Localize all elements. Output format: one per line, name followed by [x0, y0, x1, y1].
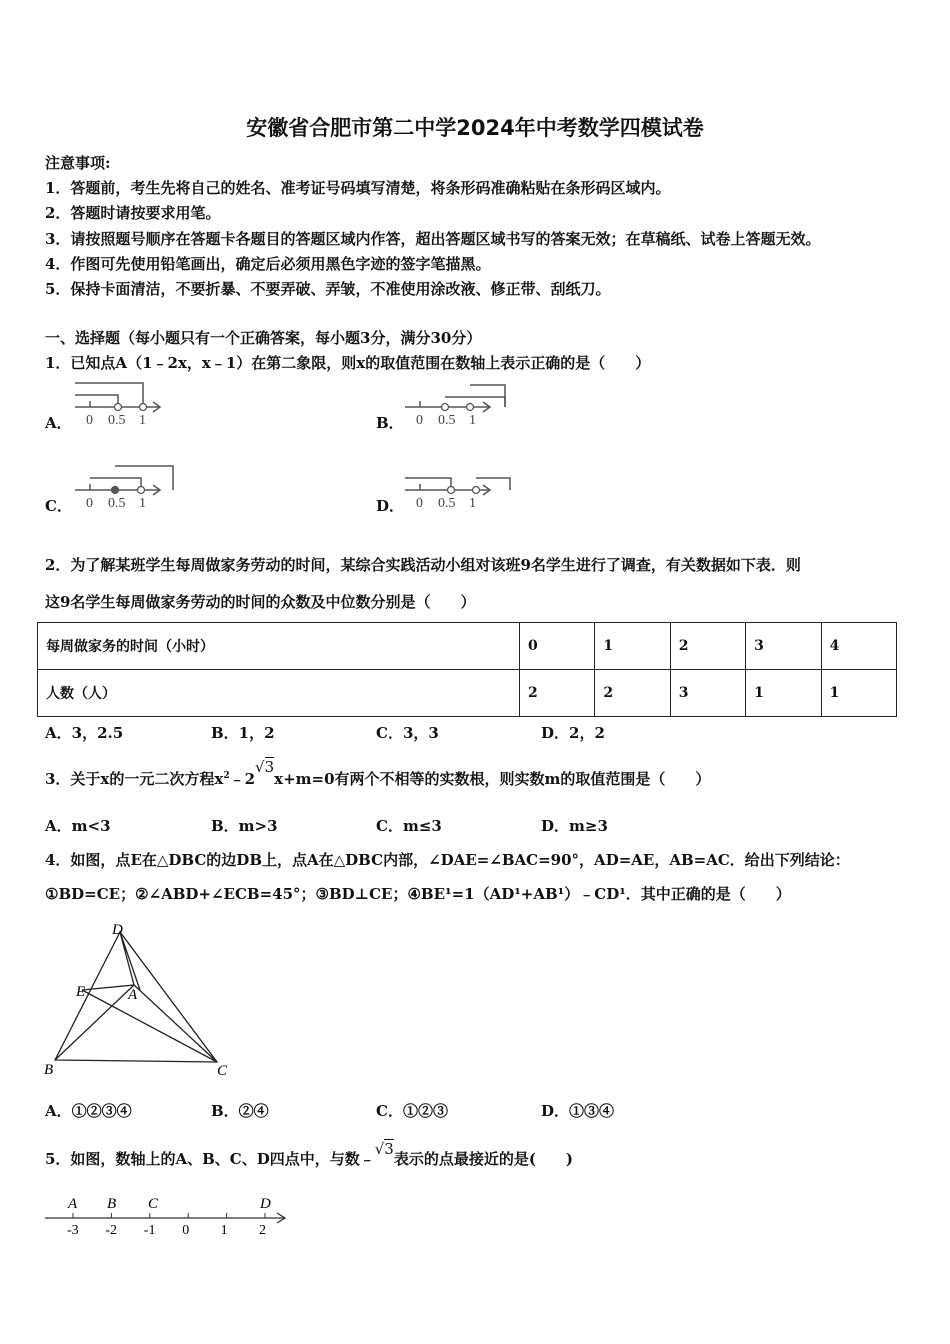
table-cell: 3	[670, 670, 745, 717]
tick-label: 0	[182, 1223, 190, 1238]
tick-label: 1	[469, 496, 476, 511]
q3-text: 3．关于x的一元二次方程x	[45, 770, 224, 788]
question-4-line2: ①BD=CE；②∠ABD+∠ECB=45°；③BD⊥CE；④BE¹=1（AD¹+AB¹）﹣CD¹．其中正确的是（ ）	[45, 885, 791, 903]
table-cell: 1	[595, 623, 670, 670]
q4-option-b[interactable]: B．②④	[211, 1102, 269, 1120]
q2-option-b[interactable]: B．1，2	[211, 724, 275, 742]
notes-heading: 注意事项:	[45, 154, 111, 172]
q3-text: ﹣2	[229, 770, 256, 788]
q3-text: x+m=0有两个不相等的实数根，则实数m的取值范围是（ ）	[274, 770, 711, 788]
note-item: 2．答题时请按要求用笔。	[45, 204, 221, 222]
note-item: 1．答题前，考生先将自己的姓名、准考证号码填写清楚，将条形码准确粘贴在条形码区域内。	[45, 179, 671, 197]
tick-label: 0	[416, 413, 423, 428]
sqrt-icon: √3	[255, 758, 275, 776]
sqrt-icon: √3	[374, 1140, 394, 1158]
table-cell: 4	[821, 623, 896, 670]
q2-option-c[interactable]: C．3，3	[376, 724, 439, 742]
tick-label: 1	[139, 413, 146, 428]
tick-label: 2	[259, 1223, 266, 1238]
note-item: 5．保持卡面清洁，不要折暴、不要弄破、弄皱，不准使用涂改液、修正带、刮纸刀。	[45, 280, 611, 298]
q4-option-a[interactable]: A．①②③④	[45, 1102, 132, 1120]
question-1: 1．已知点A（1﹣2x，x﹣1）在第二象限，则x的取值范围在数轴上表示正确的是（ ）	[45, 354, 651, 372]
label-a: A	[128, 987, 138, 1003]
q3-option-d[interactable]: D．m≥3	[541, 817, 608, 835]
q3-radicand: 3	[264, 758, 275, 776]
table-cell: 3	[746, 623, 821, 670]
q3-option-c[interactable]: C．m≤3	[376, 817, 442, 835]
table-cell: 0	[520, 623, 595, 670]
table-cell: 每周做家务的时间（小时）	[38, 623, 520, 670]
question-4-line1: 4．如图，点E在△DBC的边DB上，点A在△DBC内部，∠DAE=∠BAC=90°，AD=AE，AB=AC．给出下列结论：	[45, 851, 850, 869]
table-cell: 1	[746, 670, 821, 717]
q1-option-d[interactable]: D．	[376, 497, 405, 515]
tick-label: 1	[220, 1223, 228, 1238]
q2-option-d[interactable]: D．2，2	[541, 724, 605, 742]
tick-label: -1	[143, 1223, 156, 1238]
q5-text: 表示的点最接近的是( )	[393, 1150, 574, 1168]
label-b: B	[44, 1062, 54, 1078]
q3-option-a[interactable]: A．m<3	[45, 817, 111, 835]
tick-label: -3	[67, 1223, 79, 1238]
tick-label: 0	[86, 496, 93, 511]
question-2-line2: 这9名学生每周做家务劳动的时间的众数及中位数分别是（ ）	[45, 593, 476, 611]
q1-option-c[interactable]: C．	[45, 497, 72, 515]
tick-label: 0.5	[438, 413, 456, 428]
table-cell: 人数（人）	[38, 670, 520, 717]
q2-option-a[interactable]: A．3，2.5	[45, 724, 124, 742]
tick-label: 1	[139, 496, 146, 511]
label-c: C	[217, 1063, 228, 1079]
section-heading: 一、选择题（每小题只有一个正确答案，每小题3分，满分30分）	[45, 329, 482, 347]
table-cell: 1	[821, 670, 896, 717]
tick-label: 0.5	[108, 413, 126, 428]
tick-label: 1	[469, 413, 476, 428]
q3-option-b[interactable]: B．m>3	[211, 817, 278, 835]
page-title: 安徽省合肥市第二中学2024年中考数学四模试卷	[246, 116, 704, 140]
q1-option-b[interactable]: B．	[376, 414, 404, 432]
tick-label: 0	[416, 496, 423, 511]
table-cell: 2	[670, 623, 745, 670]
point-label: C	[148, 1196, 159, 1212]
tick-label: -2	[105, 1223, 118, 1238]
tick-label: 0.5	[108, 496, 126, 511]
table-cell: 2	[595, 670, 670, 717]
label-d: D	[112, 922, 123, 938]
point-label: D	[260, 1196, 271, 1212]
tick-label: 0.5	[438, 496, 456, 511]
q1-option-a[interactable]: A．	[45, 414, 72, 432]
q5-text: 5．如图，数轴上的A、B、C、D四点中，与数﹣	[45, 1150, 375, 1168]
q4-option-d[interactable]: D．①③④	[541, 1102, 615, 1120]
q5-radicand: 3	[384, 1140, 394, 1158]
note-item: 3．请按照题号顺序在答题卡各题目的答题区域内作答，超出答题区域书写的答案无效；在草稿纸、试卷上答题无效。	[45, 230, 821, 248]
table-cell: 2	[520, 670, 595, 717]
label-e: E	[76, 984, 86, 1000]
question-2-line1: 2．为了解某班学生每周做家务劳动的时间，某综合实践活动小组对该班9名学生进行了调查，有关数据如下表．则	[45, 556, 801, 574]
point-label: B	[107, 1196, 117, 1212]
point-label: A	[68, 1196, 78, 1212]
tick-label: 0	[86, 413, 93, 428]
q3-exponent: 2	[223, 771, 230, 781]
q4-option-c[interactable]: C．①②③	[376, 1102, 448, 1120]
note-item: 4．作图可先使用铅笔画出，确定后必须用黑色字迹的签字笔描黑。	[45, 255, 491, 273]
